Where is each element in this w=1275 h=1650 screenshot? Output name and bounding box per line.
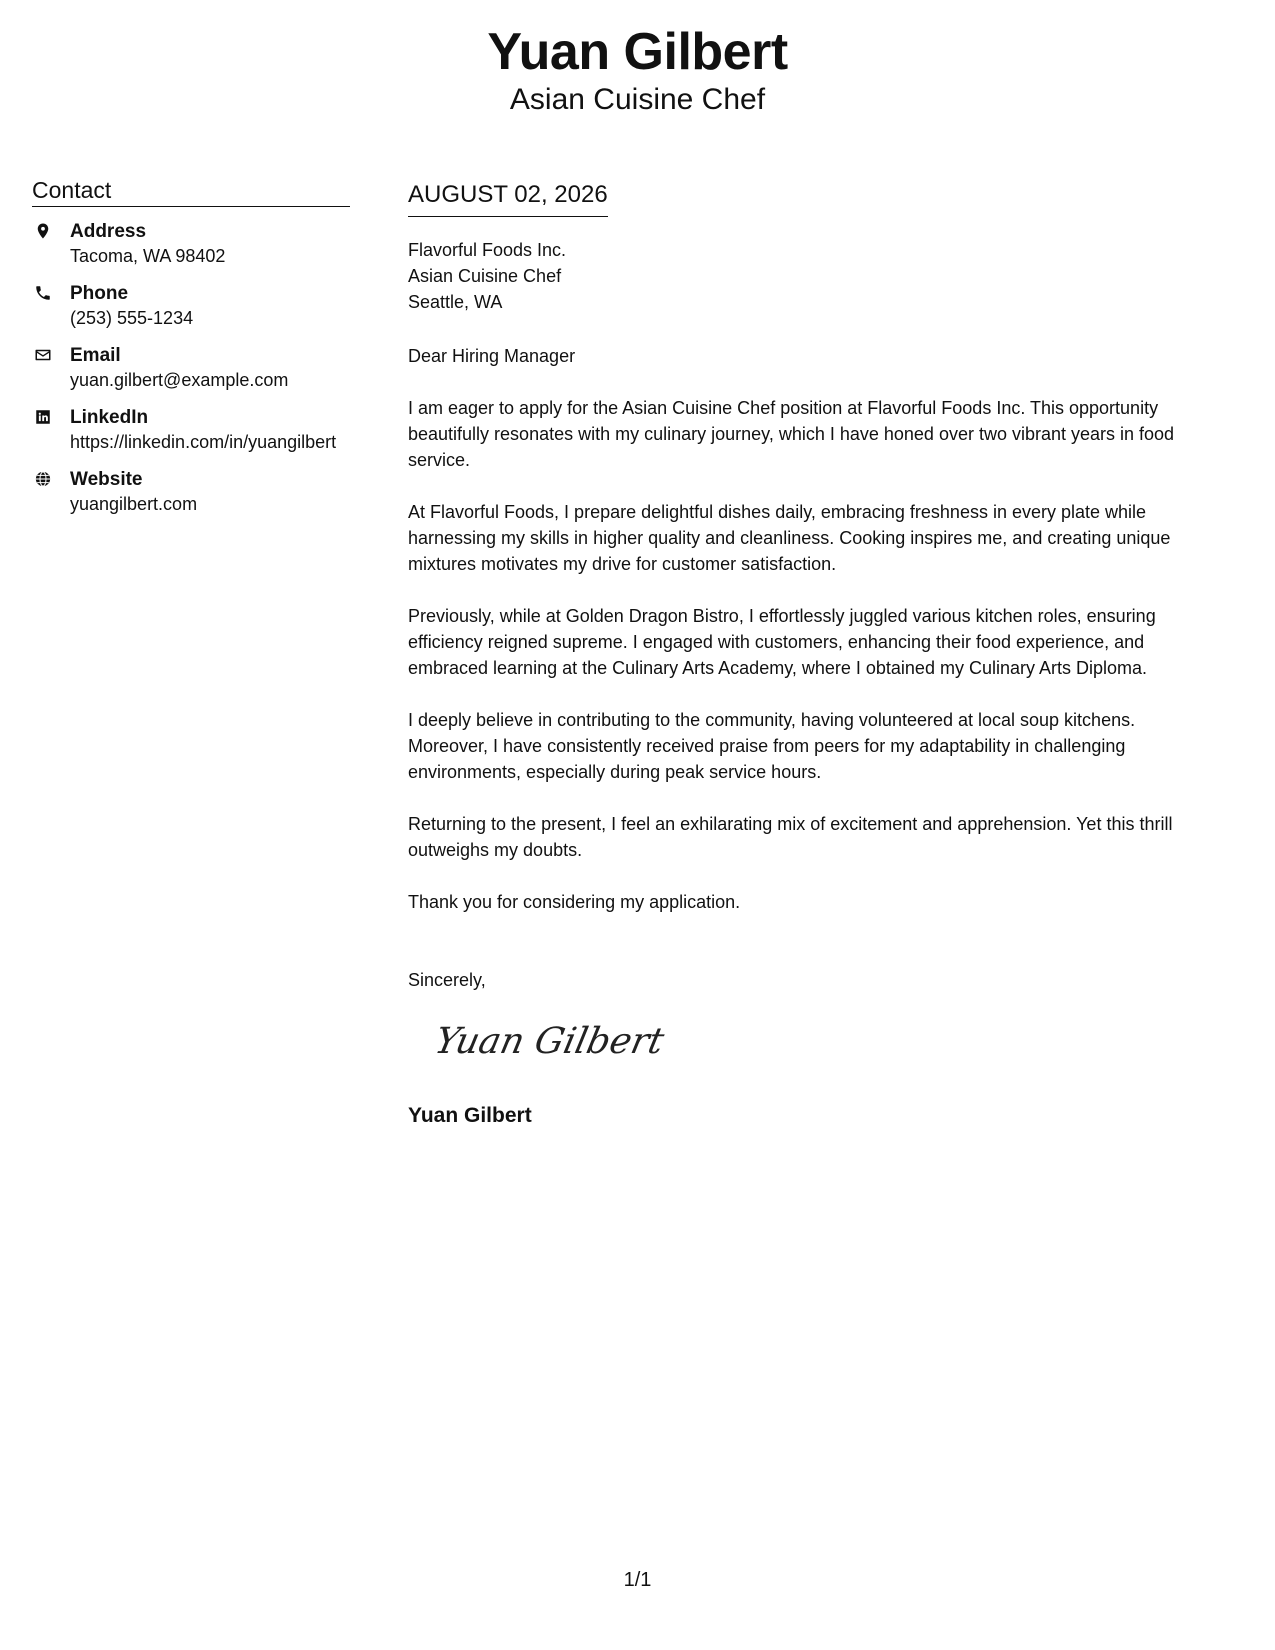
- contact-phone-value[interactable]: (253) 555-1234: [70, 308, 194, 328]
- envelope-icon: [34, 346, 52, 364]
- body-paragraph-4: I deeply believe in contributing to the community, having volunteered at local soup kitchens. Moreover, I have consistently received praise from peers for my adaptability in challenging environments, especially during peak service hours.: [408, 710, 1136, 782]
- contact-phone: [32, 281, 350, 330]
- contact-email-label: Email: [70, 345, 121, 366]
- letter-body: [408, 180, 1208, 1130]
- recipient-block: [408, 237, 1208, 315]
- contact-email: [32, 343, 350, 392]
- salutation: Dear Hiring Manager: [408, 346, 576, 366]
- body-paragraph-3: Previously, while at Golden Dragon Bistro, I effortlessly juggled various kitchen roles, ensuring efficiency reigned supreme. I engaged with customers, enhancing their food experience, and embraced learning at the Culinary Arts Academy, where I obtained my Culinary Arts Diploma.: [408, 606, 1156, 678]
- contact-address: [32, 219, 350, 268]
- body-paragraph-5: Returning to the present, I feel an exhilarating mix of excitement and apprehension. Yet this thrill outweighs my doubts.: [408, 814, 1173, 860]
- letter-header: [0, 22, 1275, 118]
- contact-sidebar: [32, 176, 350, 529]
- body-paragraph-6: Thank you for considering my application.: [408, 892, 741, 912]
- signature-text: Yuan Gilbert: [431, 1019, 668, 1062]
- contact-linkedin-value[interactable]: https://linkedin.com/in/yuangilbert: [70, 432, 337, 452]
- body-paragraph-2: At Flavorful Foods, I prepare delightful dishes daily, embracing freshness in every plate while harnessing my skills in higher quality and cleanliness. Cooking inspires me, and creating unique mixtures motivates my drive for customer satisfaction.: [408, 502, 1171, 574]
- letter-date: AUGUST 02, 2026: [408, 180, 608, 217]
- recipient-position: Asian Cuisine Chef: [408, 266, 562, 286]
- contact-address-label: Address: [70, 221, 147, 242]
- body-paragraph-1: I am eager to apply for the Asian Cuisine Chef position at Flavorful Foods Inc. This opportunity beautifully resonates with my culinary journey, which I have honed over two vibrant years in food service.: [408, 398, 1175, 470]
- contact-phone-label: Phone: [70, 283, 129, 304]
- contact-website-value[interactable]: yuangilbert.com: [70, 494, 198, 514]
- recipient-company: Flavorful Foods Inc.: [408, 240, 567, 260]
- map-pin-icon: [34, 222, 52, 240]
- globe-icon: [34, 470, 52, 488]
- recipient-location: Seattle, WA: [408, 292, 503, 312]
- closing: Sincerely,: [408, 970, 486, 990]
- contact-linkedin-label: LinkedIn: [70, 407, 149, 428]
- contact-email-value[interactable]: yuan.gilbert@example.com: [70, 370, 289, 390]
- phone-icon: [34, 284, 52, 302]
- contact-linkedin: [32, 405, 350, 454]
- applicant-name: Yuan Gilbert: [487, 23, 788, 81]
- signer-name: Yuan Gilbert: [408, 1104, 532, 1127]
- linkedin-icon: [34, 408, 52, 426]
- contact-address-value: Tacoma, WA 98402: [70, 246, 226, 266]
- handwritten-signature: [428, 1011, 668, 1071]
- contact-website-label: Website: [70, 469, 143, 490]
- applicant-role: Asian Cuisine Chef: [509, 83, 766, 116]
- page-number: 1/1: [623, 1569, 652, 1591]
- contact-website: [32, 467, 350, 516]
- contact-heading: Contact: [32, 176, 350, 207]
- contact-list: [32, 219, 350, 516]
